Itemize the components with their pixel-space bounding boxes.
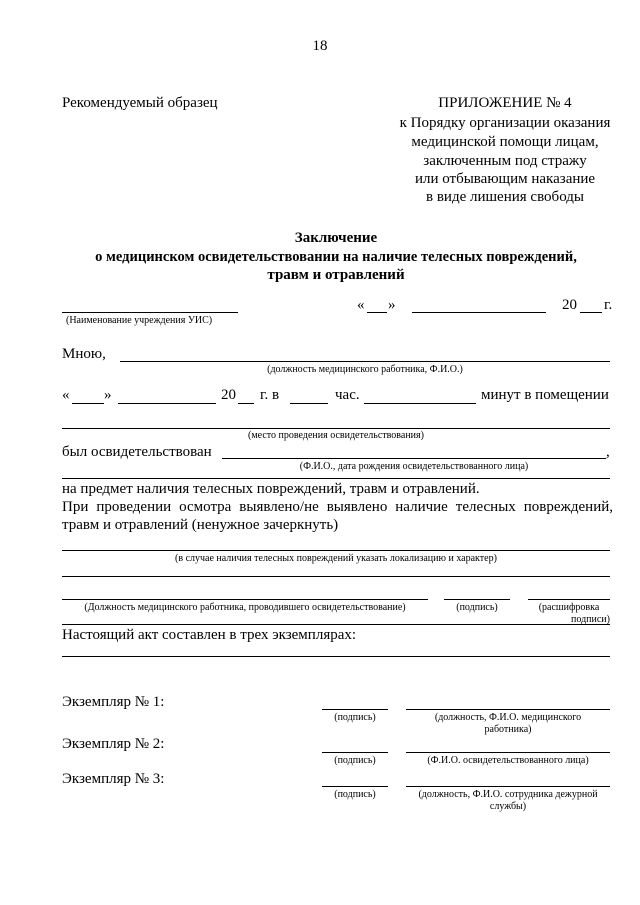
copy-1-role-caption-2: работника) [484,724,532,735]
copy-2-role-caption: (Ф.И.О. освидетельствованного лица) [427,755,589,766]
copy-3-label: Экземпляр № 3: [62,771,165,787]
examiner-decryption-line [528,599,610,600]
injuries-line [62,550,610,551]
year-prefix: 20 [562,297,577,313]
examiner-signature-line [444,599,510,600]
finding-text-1: При проведении осмотра выявлено/не выявлено наличие телесных повреждений, [62,499,613,515]
date2-open-quote: « [62,387,70,403]
copy-2-signature-caption: (подпись) [334,755,376,766]
date-open-quote: « [357,297,365,313]
examiner-position-caption: (Должность медицинского работника, проводившего освидетельствование) [84,602,406,613]
institution-caption: (Наименование учреждения УИС) [66,315,213,326]
month-line [412,312,546,313]
copy-3-role-caption: (должность, Ф.И.О. сотрудника дежурной [418,789,598,800]
copy-1-label: Экземпляр № 1: [62,694,165,710]
copy-2-label: Экземпляр № 2: [62,736,165,752]
doc-title: Заключение [294,230,378,246]
page-number: 18 [312,38,328,54]
finding-text-2: травм и отравлений (ненужное зачеркнуть) [62,517,339,533]
day2-line [72,403,104,404]
minutes-line [364,403,476,404]
year-line [580,312,602,313]
doc-subtitle: о медицинском освидетельствовании на наличие телесных повреждений, [95,249,577,265]
copy-1-signature-caption: (подпись) [334,712,376,723]
recommended-sample-label: Рекомендуемый образец [62,95,218,111]
copy-2-signature-line [322,752,388,753]
copy-3-role-caption-2: службы) [489,801,527,812]
appendix-line: в виде лишения свободы [426,189,584,205]
injuries-caption: (в случае наличия телесных повреждений указать локализацию и характер) [175,553,497,564]
copy-1-signature-line [322,709,388,710]
place-line [62,428,610,429]
doc-subtitle-line2: травм и отравлений [267,267,405,283]
appendix-line: заключенным под стражу [423,153,587,169]
examined-person-caption: (Ф.И.О., дата рождения освидетельствованного лица) [299,461,529,472]
appendix-line: медицинской помощи лицам, [411,134,599,150]
copy-1-role-line [406,709,610,710]
decryption-caption-2: подписи) [571,614,610,625]
position-name-line [120,361,610,362]
comma: , [606,444,610,460]
examiner-signature-caption: (подпись) [456,602,498,613]
date-close-quote: » [388,297,396,313]
me-label: Мною, [62,346,106,362]
separator-line [62,624,610,625]
copies-statement: Настоящий акт составлен в трех экземплярах: [62,627,357,643]
injuries-line-2 [62,576,610,577]
examined-extra-line [62,478,610,479]
copy-3-signature-line [322,786,388,787]
time-label: г. в [260,387,280,403]
decryption-caption-1: (расшифровка [538,602,600,613]
examined-person-line [222,458,606,459]
year-suffix: г. [604,297,613,313]
examiner-position-line [62,599,428,600]
institution-line [62,312,238,313]
year2-line [238,403,254,404]
place-caption: (место проведения освидетельствования) [248,430,424,441]
date2-close-quote: » [104,387,112,403]
examined-label: был освидетельствован [62,444,212,460]
appendix-line: к Порядку организации оказания [399,115,611,131]
appendix-title: ПРИЛОЖЕНИЕ № 4 [438,95,572,111]
position-name-caption: (должность медицинского работника, Ф.И.О.) [267,364,463,375]
minutes-label: минут в помещении [481,387,609,403]
hour-label: час. [335,387,360,403]
copy-3-signature-caption: (подпись) [334,789,376,800]
hour-line [290,403,328,404]
month2-line [118,403,216,404]
day-line [367,312,387,313]
copy-3-role-line [406,786,610,787]
copy-1-role-caption: (должность, Ф.И.О. медицинского [434,712,582,723]
copies-line [62,656,610,657]
appendix-line: или отбывающим наказание [414,171,596,187]
copy-2-role-line [406,752,610,753]
year2-prefix: 20 [221,387,236,403]
subject-text: на предмет наличия телесных повреждений, травм и отравлений. [62,481,480,497]
